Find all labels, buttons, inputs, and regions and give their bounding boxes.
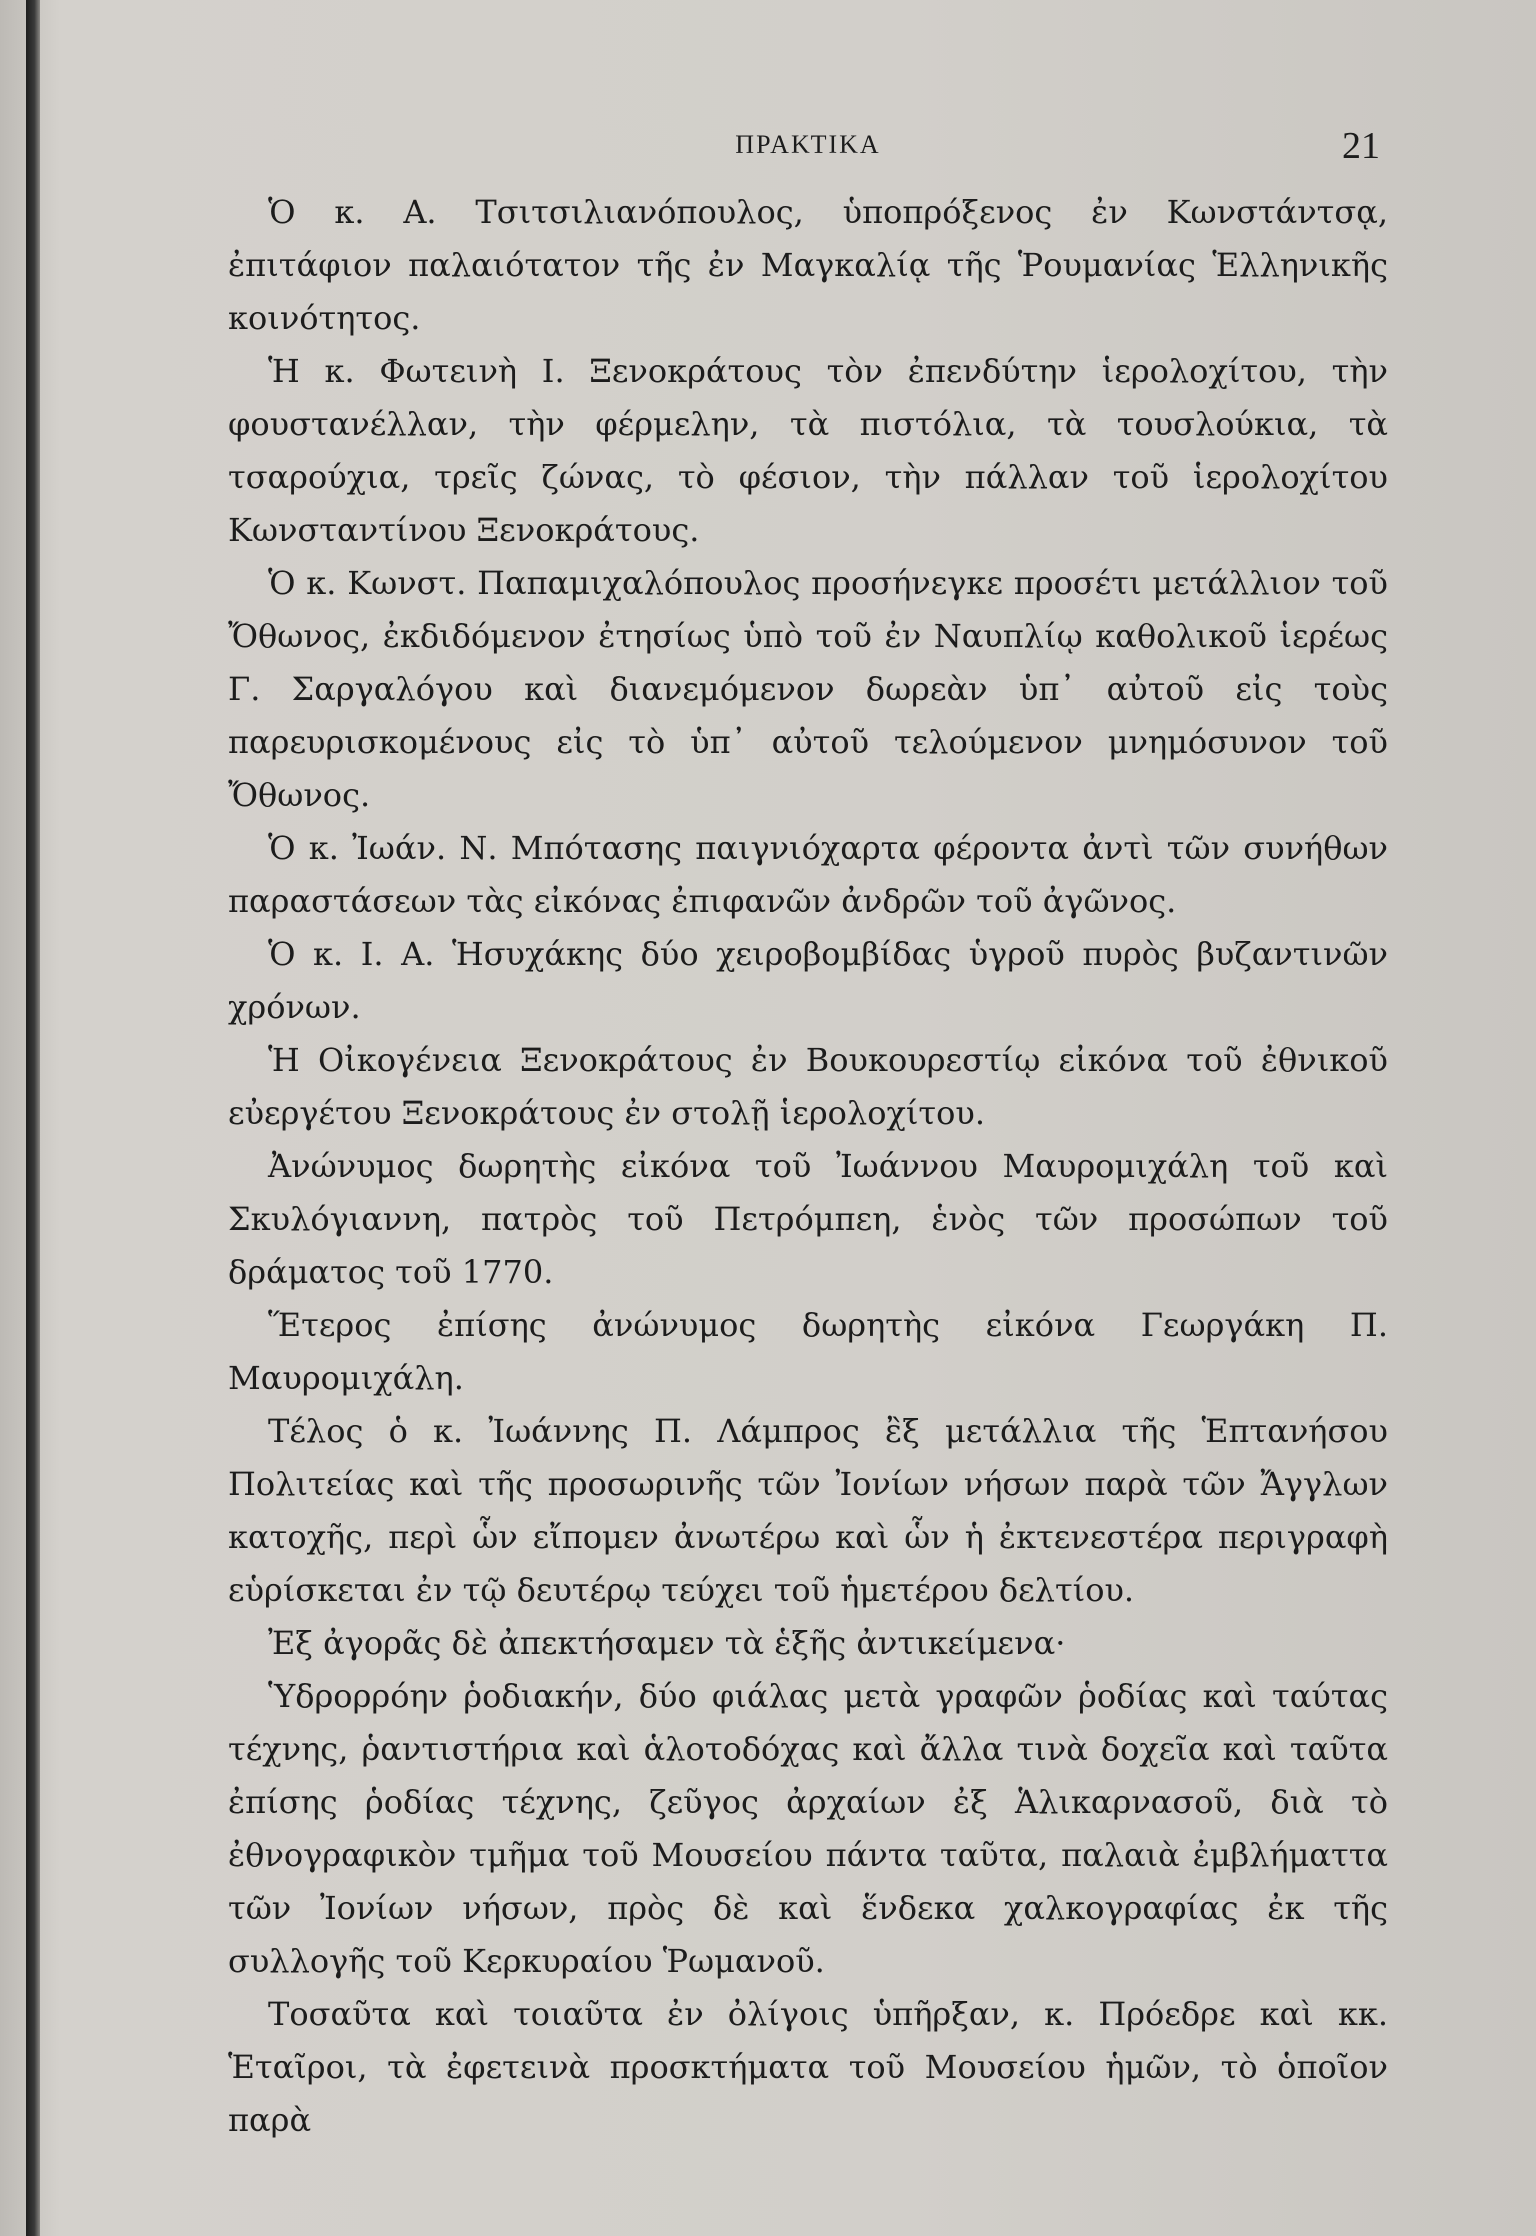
paragraph: Ἐξ ἀγορᾶς δὲ ἀπεκτήσαμεν τὰ ἑξῆς ἀντικείμενα· [268,1624,1066,1662]
paragraph: Τέλος ὁ κ. Ἰωάννης Π. Λάμπρος ἒξ μετάλλια τῆς Ἑπτανήσου Πολιτείας καὶ τῆς προσωρινῆς τῶν Ἰονίων νήσων παρὰ τῶν Ἄγγλων κατοχῆς, περὶ ὧν εἴπομεν ἀνωτέρω καὶ ὧν ἡ ἐκτενεστέρα περιγραφὴ εὑρίσκεται ἐν τῷ δευτέρῳ τεύχει τοῦ ἡμετέρου δελτίου. [228,1412,1388,1609]
paragraph: Ἀνώνυμος δωρητὴς εἰκόνα τοῦ Ἰωάννου Μαυρομιχάλη τοῦ καὶ Σκυλόγιαννη, πατρὸς τοῦ Πετρόμπεη, ἑνὸς τῶν προσώπων τοῦ δράματος τοῦ 1770. [228,1147,1388,1291]
running-head [228,125,1388,178]
page-title: ΠΡΑΚΤΙΚΑ [735,130,881,159]
book-spine-edge [26,0,40,2236]
paragraph: Ὑδρορρόην ῥοδιακήν, δύο φιάλας μετὰ γραφῶν ῥοδίας καὶ ταύτας τέχνης, ῥαντιστήρια καὶ ἁλοτοδόχας καὶ ἄλλα τινὰ δοχεῖα καὶ ταῦτα ἐπίσης ῥοδίας τέχνης, ζεῦγος ἀρχαίων ἐξ Ἁλικαρνασοῦ, διὰ τὸ ἐθνογραφικὸν τμῆμα τοῦ Μουσείου πάντα ταῦτα, παλαιὰ ἐμβλήματτα τῶν Ἰονίων νήσων, πρὸς δὲ καὶ ἕνδεκα χαλκογραφίας ἐκ τῆς συλλογῆς τοῦ Κερκυραίου Ῥωμανοῦ. [228,1677,1388,1980]
paragraph: Ἡ Οἰκογένεια Ξενοκράτους ἐν Βουκουρεστίῳ εἰκόνα τοῦ ἐθνικοῦ εὐεργέτου Ξενοκράτους ἐν στολῇ ἱερολοχίτου. [228,1041,1388,1132]
paragraph: Ὁ κ. Κωνστ. Παπαμιχαλόπουλος προσήνεγκε προσέτι μετάλλιον τοῦ Ὄθωνος, ἐκδιδόμενον ἐτησίως ὑπὸ τοῦ ἐν Ναυπλίῳ καθολικοῦ ἱερέως Γ. Σαργαλόγου καὶ διανεμόμενον δωρεὰν ὑπ᾽ αὐτοῦ εἰς τοὺς παρευρισκομένους εἰς τὸ ὑπ᾽ αὐτοῦ τελούμενον μνημόσυνον τοῦ Ὄθωνος. [228,564,1388,814]
paragraph: Ἡ κ. Φωτεινὴ Ι. Ξενοκράτους τὸν ἐπενδύτην ἱερολοχίτου, τὴν φουστανέλλαν, τὴν φέρμελην, τὰ πιστόλια, τὰ τουσλούκια, τὰ τσαρούχια, τρεῖς ζώνας, τὸ φέσιον, τὴν πάλλαν τοῦ ἱερολοχίτου Κωνσταντίνου Ξενοκράτους. [228,352,1388,549]
paragraph: Ὁ κ. Ι. Α. Ἡσυχάκης δύο χειροβομβίδας ὑγροῦ πυρὸς βυζαντινῶν χρόνων. [228,935,1388,1026]
page-body [228,125,1388,2170]
paragraph: Ὁ κ. Ἰωάν. Ν. Μπότασης παιγνιόχαρτα φέροντα ἀντὶ τῶν συνήθων παραστάσεων τὰς εἰκόνας ἐπιφανῶν ἀνδρῶν τοῦ ἀγῶνος. [228,829,1388,920]
page-number: 21 [1342,125,1380,167]
paragraph: Ἕτερος ἐπίσης ἀνώνυμος δωρητὴς εἰκόνα Γεωργάκη Π. Μαυρομιχάλη. [228,1306,1388,1397]
paragraph: Τοσαῦτα καὶ τοιαῦτα ἐν ὀλίγοις ὑπῆρξαν, κ. Πρόεδρε καὶ κκ. Ἑταῖροι, τὰ ἐφετεινὰ προσκτήματα τοῦ Μουσείου ἡμῶν, τὸ ὁποῖον παρὰ [228,1995,1388,2139]
paragraph: Ὁ κ. Α. Τσιτσιλιανόπουλος, ὑποπρόξενος ἐν Κωνστάντσᾳ, ἐπιτάφιον παλαιότατον τῆς ἐν Μαγκαλίᾳ τῆς Ῥουμανίας Ἑλληνικῆς κοινότητος. [228,193,1388,337]
